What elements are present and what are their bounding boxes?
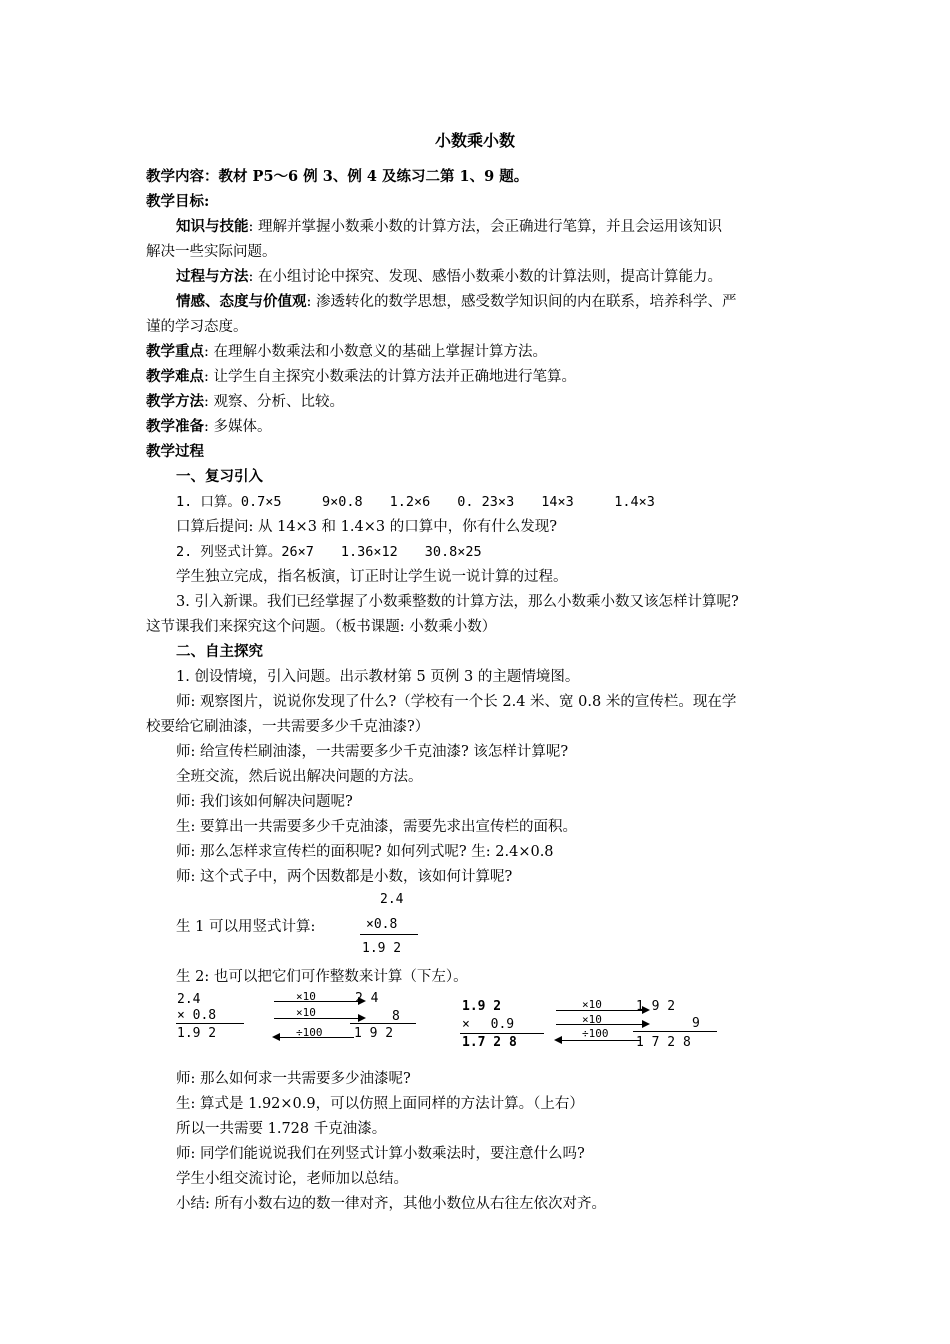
student-area: 生: 要算出一共需要多少千克油漆，需要先求出宣传栏的面积。: [176, 819, 577, 835]
prep-text: : 多媒体。: [204, 419, 272, 435]
s1-multiplier: ×0.8: [366, 917, 398, 932]
intro-line-2: 这节课我们来探究这个问题。（板书课题: 小数乘小数）: [146, 619, 497, 635]
left-arrow1-label: ×10: [296, 990, 316, 1003]
total-answer: 所以一共需要 1.728 千克油漆。: [176, 1121, 387, 1137]
right-arrow1-label: ×10: [582, 998, 602, 1011]
student1-label: 生 1 可以用竖式计算:: [176, 919, 316, 935]
left-decimal-a: 2.4: [177, 992, 201, 1007]
difficulty-text: : 让学生自主探究小数乘法的计算方法并正确地进行笔算。: [204, 369, 576, 385]
right-arrow2-label: ×10: [582, 1013, 602, 1026]
content-text: 教材 P5～6 例 3、例 4 及练习二第 1、9 题。: [218, 168, 529, 185]
oral-calc-line: 1. 口算。0.7×5 9×0.8 1.2×6 0. 23×3 14×3 1.4×3: [176, 494, 655, 510]
process-line: [176, 267, 722, 287]
teacher-total: 师: 那么如何求一共需要多少油漆呢?: [176, 1071, 411, 1087]
content-label: 教学内容：: [146, 168, 219, 185]
create-scene: 1. 创设情境，引入问题。出示教材第 5 页例 3 的主题情境图。: [176, 669, 580, 685]
process-heading: 教学过程: [146, 443, 204, 460]
method-text: : 观察、分析、比较。: [204, 394, 344, 410]
student-formula: 生: 算式是 1.92×0.9，可以仿照上面同样的方法计算。（上右）: [176, 1096, 584, 1112]
teaching-content-line: [146, 167, 528, 187]
student2-label: 生 2: 也可以把它们可作整数来计算（下左）。: [176, 969, 468, 985]
teacher-notice: 师: 同学们能说说我们在列竖式计算小数乘法时，要注意什么吗?: [176, 1146, 585, 1162]
teacher-paint: 师: 给宣传栏刷油漆，一共需要多少千克油漆? 该怎样计算呢?: [176, 744, 569, 760]
right-int-b: 9: [692, 1016, 700, 1031]
left-decimal-result: 1.9 2: [177, 1026, 217, 1041]
goals-label: 教学目标:: [146, 193, 210, 210]
left-int-result: 1 9 2: [354, 1026, 394, 1041]
s1-underline: [360, 934, 418, 935]
left-decimal-underline: [176, 1023, 244, 1024]
page-title: 小数乘小数: [434, 131, 515, 150]
oral-question: 口算后提问: 从 14×3 和 1.4×3 的口算中，你有什么发现?: [176, 519, 557, 535]
left-arrow2-label: ×10: [296, 1006, 316, 1019]
right-arrow3-label: ÷100: [582, 1027, 609, 1040]
focus-label: 教学重点: [146, 343, 204, 360]
right-int-result: 1 7 2 8: [636, 1035, 691, 1050]
emotion-line: [176, 292, 737, 312]
teacher-observe-1: 师: 观察图片，说说你发现了什么?（学校有一个长 2.4 米、宽 0.8 米的宣传栏。现在学: [176, 694, 737, 710]
section-explore-heading: 二、自主探究: [176, 643, 263, 660]
right-decimal-b: × 0.9: [462, 1017, 515, 1032]
section-review-heading: 一、复习引入: [176, 468, 263, 485]
prep-label: 教学准备: [146, 418, 204, 435]
right-decimal-a: 1.9 2: [462, 999, 502, 1014]
left-arrow-times10-a: [274, 1001, 364, 1002]
emotion-label: 情感、态度与价值观: [176, 293, 307, 310]
left-int-underline: [350, 1023, 416, 1024]
left-decimal-b: × 0.8: [177, 1008, 217, 1023]
difficulty-line: [146, 367, 576, 387]
right-decimal-result: 1.7 2 8: [462, 1035, 517, 1050]
emotion-text-cont: 谨的学习态度。: [146, 319, 248, 335]
s1-top-number: 2.4: [380, 892, 404, 907]
teacher-factors: 师: 这个式子中，两个因数都是小数，该如何计算呢?: [176, 869, 513, 885]
class-discuss: 全班交流，然后说出解决问题的方法。: [176, 769, 423, 785]
method-line: [146, 392, 344, 412]
students-do: 学生独立完成，指名板演，订正时让学生说一说计算的过程。: [176, 569, 568, 585]
knowledge-text-cont: 解决一些实际问题。: [146, 244, 277, 260]
left-int-b: 8: [392, 1009, 400, 1024]
intro-line-1: 3. 引入新课。我们已经掌握了小数乘整数的计算方法，那么小数乘小数又该怎样计算呢?: [176, 594, 739, 610]
process-label: 过程与方法: [176, 268, 249, 285]
teacher-observe-2: 校要给它刷油漆，一共需要多少千克油漆?）: [146, 719, 430, 735]
knowledge-line: [176, 217, 722, 237]
right-arrow-times10-a: [556, 1010, 648, 1011]
s1-result: 1.9 2: [362, 941, 402, 956]
left-arrow-times10-b: [274, 1018, 364, 1019]
right-int-underline: [633, 1031, 717, 1032]
knowledge-text: : 理解并掌握小数乘小数的计算方法，会正确进行笔算，并且会运用该知识: [248, 219, 722, 235]
right-arrow-div100: [556, 1040, 640, 1041]
left-arrow-div100: [274, 1037, 354, 1038]
right-int-a: 1 9 2: [636, 999, 676, 1014]
method-label: 教学方法: [146, 393, 204, 410]
right-arrow-times10-b: [556, 1024, 648, 1025]
focus-text: : 在理解小数乘法和小数意义的基础上掌握计算方法。: [204, 344, 547, 360]
prep-line: [146, 417, 272, 437]
group-discuss: 学生小组交流讨论，老师加以总结。: [176, 1171, 408, 1187]
left-arrow3-label: ÷100: [296, 1026, 323, 1039]
focus-line: [146, 342, 547, 362]
teacher-how: 师: 我们该如何解决问题呢?: [176, 794, 353, 810]
right-decimal-underline: [460, 1033, 544, 1034]
knowledge-label: 知识与技能: [176, 218, 249, 235]
emotion-text: : 渗透转化的数学思想，感受数学知识间的内在联系，培养科学、严: [306, 294, 737, 310]
summary: 小结: 所有小数右边的数一律对齐，其他小数位从右往左依次对齐。: [176, 1196, 606, 1212]
process-text: : 在小组讨论中探究、发现、感悟小数乘小数的计算法则，提高计算能力。: [248, 269, 722, 285]
left-int-a: 2 4: [355, 991, 379, 1006]
teacher-area: 师: 那么怎样求宣传栏的面积呢? 如何列式呢? 生: 2.4×0.8: [176, 844, 554, 860]
vertical-calc-line: 2. 列竖式计算。26×7 1.36×12 30.8×25: [176, 544, 482, 560]
difficulty-label: 教学难点: [146, 368, 204, 385]
